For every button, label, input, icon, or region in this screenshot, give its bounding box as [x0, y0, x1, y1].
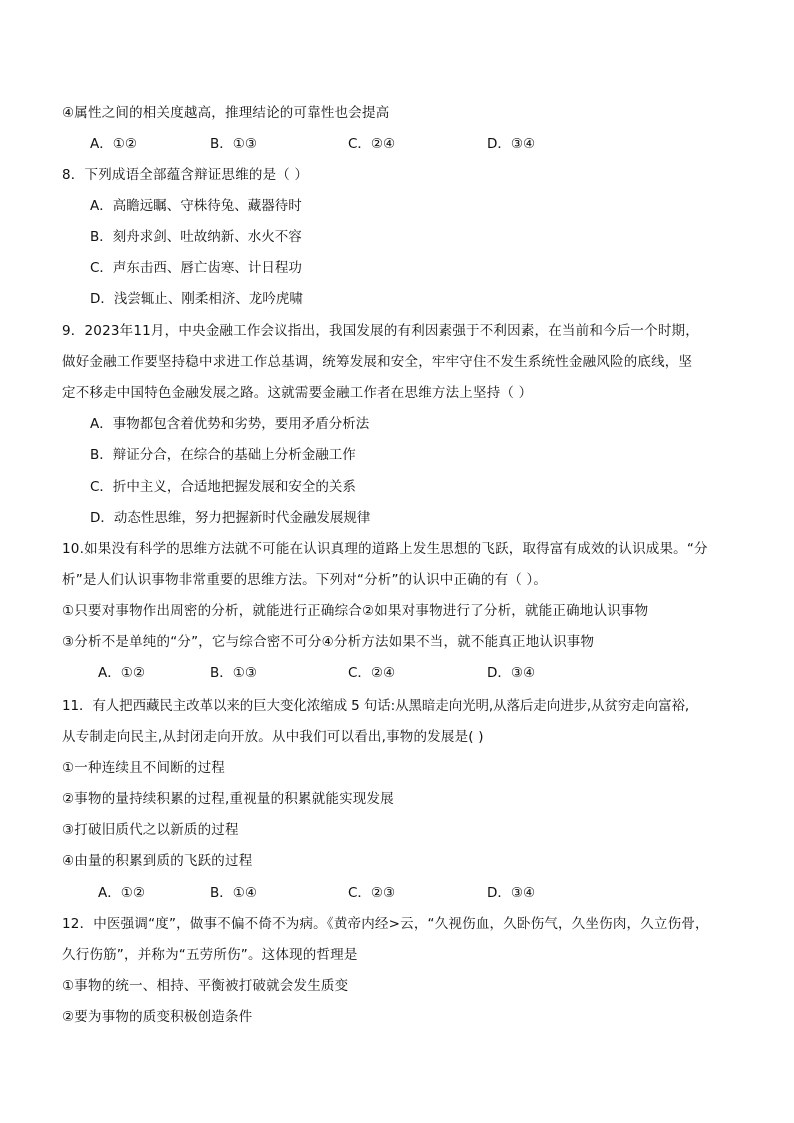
q11-option-b[interactable]: B．①④ — [210, 885, 257, 901]
q10-option-b[interactable]: B．①③ — [210, 665, 257, 681]
q10-stem-line-1: 10.如果没有科学的思维方法就不可能在认识真理的道路上发生思想的飞跃，取得富有成效的认识成果。“分 — [62, 541, 708, 557]
q11-statement-1: ①一种连续且不间断的过程 — [62, 760, 226, 776]
q10-option-a[interactable]: A．①② — [98, 665, 145, 681]
q9-stem-line-1: 9．2023年11月，中央金融工作会议指出，我国发展的有利因素强于不利因素，在当前和今后一个时期， — [62, 323, 699, 339]
q11-stem-line-1: 11．有人把西藏民主改革以来的巨大变化浓缩成 5 句话:从黑暗走向光明,从落后走向进步,从贫穷走向富裕, — [62, 698, 690, 714]
q7-statement-4: ④属性之间的相关度越高，推理结论的可靠性也会提高 — [62, 105, 390, 121]
q7-option-d[interactable]: D．③④ — [487, 136, 536, 152]
q9-option-b[interactable]: B．辩证分合，在综合的基础上分析金融工作 — [90, 447, 356, 463]
q11-statement-3: ③打破旧质代之以新质的过程 — [62, 822, 239, 838]
q10-statements-3-4: ③分析不是单纯的“分”，它与综合密不可分④分析方法如果不当，就不能真正地认识事物 — [62, 634, 595, 650]
q8-option-b[interactable]: B．刻舟求剑、吐故纳新、水火不容 — [90, 229, 302, 245]
q11-option-d[interactable]: D．③④ — [487, 885, 536, 901]
q7-option-b[interactable]: B．①③ — [210, 136, 257, 152]
q11-stem-line-2: 从专制走向民主,从封闭走向开放。从中我们可以看出,事物的发展是( ) — [62, 729, 484, 745]
q11-option-c[interactable]: C．②③ — [348, 885, 396, 901]
q7-option-a[interactable]: A．①② — [90, 136, 137, 152]
q9-option-a[interactable]: A．事物都包含着优势和劣势，要用矛盾分析法 — [90, 416, 370, 432]
q8-option-c[interactable]: C．声东击西、唇亡齿寒、计日程功 — [90, 260, 302, 276]
q11-statement-2: ②事物的量持续积累的过程,重视量的积累就能实现发展 — [62, 791, 394, 807]
q11-option-a[interactable]: A．①② — [98, 885, 145, 901]
q9-stem-line-3: 定不移走中国特色金融发展之路。这就需要金融工作者在思维方法上坚持（ ） — [62, 385, 533, 401]
q12-statement-2: ②要为事物的质变积极创造条件 — [62, 1009, 253, 1025]
q8-stem: 8．下列成语全部蕴含辩证思维的是（ ） — [62, 167, 309, 183]
q10-option-c[interactable]: C．②④ — [348, 665, 396, 681]
q10-statements-1-2: ①只要对事物作出周密的分析，就能进行正确综合②如果对事物进行了分析，就能正确地认识事物 — [62, 603, 649, 619]
q12-stem-line-1: 12．中医强调“度”，做事不偏不倚不为病。《黄帝内经>云，“久视伤血，久卧伤气，久坐伤肉，久立伤骨， — [62, 916, 709, 932]
q10-option-d[interactable]: D．③④ — [487, 665, 536, 681]
q12-statement-1: ①事物的统一、相持、平衡被打破就会发生质变 — [62, 978, 349, 994]
q11-statement-4: ④由量的积累到质的飞跃的过程 — [62, 853, 253, 869]
q9-option-d[interactable]: D．动态性思维，努力把握新时代金融发展规律 — [90, 510, 371, 526]
q8-option-d[interactable]: D．浅尝辄止、刚柔相济、龙吟虎啸 — [90, 291, 303, 307]
q8-option-a[interactable]: A．高瞻远瞩、守株待兔、藏器待时 — [90, 198, 302, 214]
q9-stem-line-2: 做好金融工作要坚持稳中求进工作总基调，统筹发展和安全，牢牢守住不发生系统性金融风险的底线，坚 — [62, 354, 693, 370]
q9-option-c[interactable]: C．折中主义，合适地把握发展和安全的关系 — [90, 479, 356, 495]
q10-stem-line-2: 析”是人们认识事物非常重要的思维方法。下列对“分析”的认识中正确的有（ ）。 — [62, 572, 548, 588]
q7-option-c[interactable]: C．②④ — [348, 136, 396, 152]
q12-stem-line-2: 久行伤筋”，并称为“五劳所伤”。这体现的哲理是 — [62, 947, 358, 963]
